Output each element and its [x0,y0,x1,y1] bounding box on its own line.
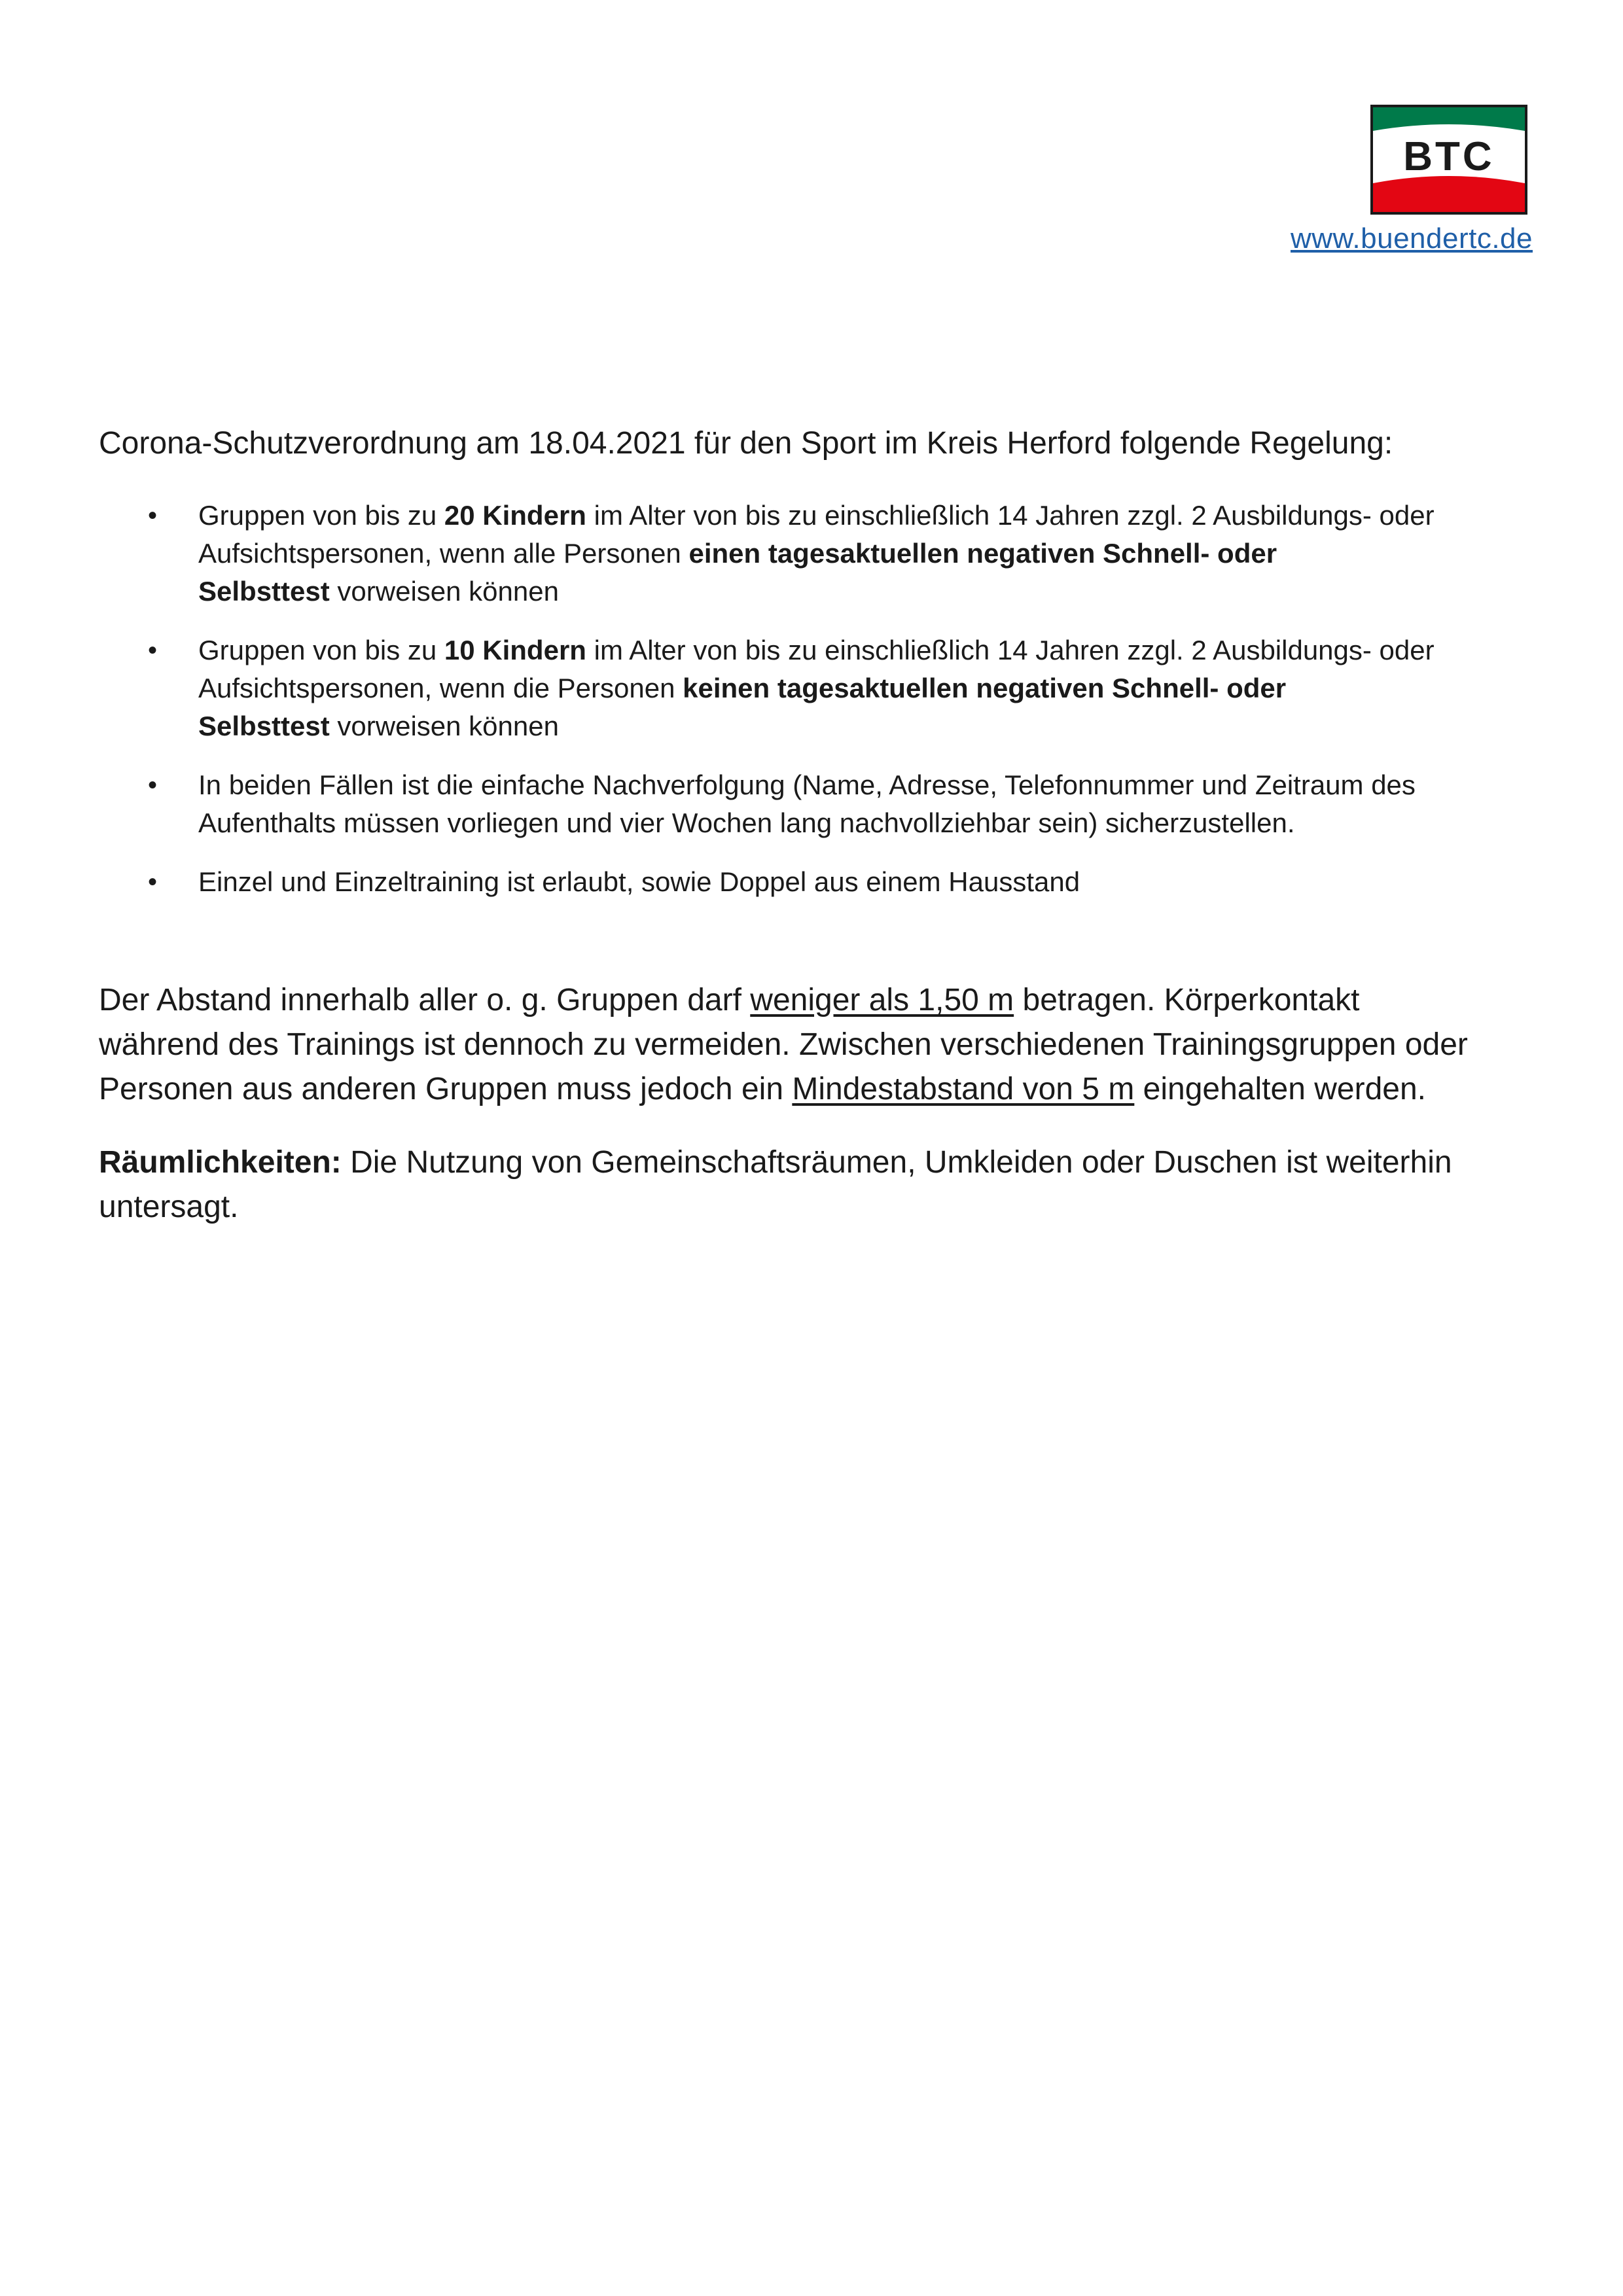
btc-logo [1370,105,1527,215]
bullet-icon: • [148,501,158,530]
emphasis: 10 Kindern [444,635,586,665]
underlined-text: Mindestabstand von 5 m [792,1072,1135,1106]
bullet-icon: • [148,868,158,896]
emphasis: Selbsttest [198,711,330,741]
btc-logo-graphic [1370,105,1527,215]
emphasis: keinen tagesaktuellen negativen Schnell- oder [683,673,1287,703]
list-item: • In beiden Fällen ist die einfache Nachverfolgung (Name, Adresse, Telefonnummer und Zeitraum des Aufenthalts müssen vorliegen und vier Wochen lang nachvollziehbar sein) sicherzustellen. [99,766,1579,842]
rooms-paragraph: Räumlichkeiten: Die Nutzung von Gemeinschaftsräumen, Umkleiden oder Duschen ist weiterhin untersagt. [99,1145,1452,1224]
list-item: • Einzel und Einzeltraining ist erlaubt, sowie Doppel aus einem Hausstand [99,863,1579,901]
underlined-text: weniger als 1,50 m [750,983,1014,1017]
rules-list [99,497,1532,901]
website-link[interactable]: www.buendertc.de [1291,222,1533,255]
intro-text: Corona-Schutzverordnung am 18.04.2021 für den Sport im Kreis Herford folgende Regelung: [99,426,1393,461]
emphasis: Selbsttest [198,576,330,607]
emphasis: 20 Kindern [444,500,586,531]
bullet-icon: • [148,636,158,665]
document-body [99,422,1532,1258]
bullet-icon: • [148,771,158,800]
distance-paragraph: Der Abstand innerhalb aller o. g. Gruppen darf weniger als 1,50 m betragen. Körperkontakt während des Trainings ist dennoch zu vermeiden. Zwischen verschiedenen Trainingsgruppen oder Personen aus anderen Gruppen muss jedoch ein Mindestabstand von 5 m eingehalten werden. [99,983,1468,1106]
list-item: • Gruppen von bis zu 10 Kindern im Alter von bis zu einschließlich 14 Jahren zzgl. 2 Ausbildungs- oder Aufsichtspersonen, wenn die Personen keinen tagesaktuellen negativen Schnell- oder Selbsttest vorweisen können [99,631,1579,745]
emphasis: einen tagesaktuellen negativen Schnell- oder [688,538,1277,569]
logo-text: BTC [1403,134,1495,179]
rooms-label: Räumlichkeiten: [99,1145,342,1180]
list-item: • Gruppen von bis zu 20 Kindern im Alter von bis zu einschließlich 14 Jahren zzgl. 2 Ausbildungs- oder Aufsichtspersonen, wenn alle Personen einen tagesaktuellen negativen Schnell- oder Selbsttest vorweisen können [99,497,1579,610]
